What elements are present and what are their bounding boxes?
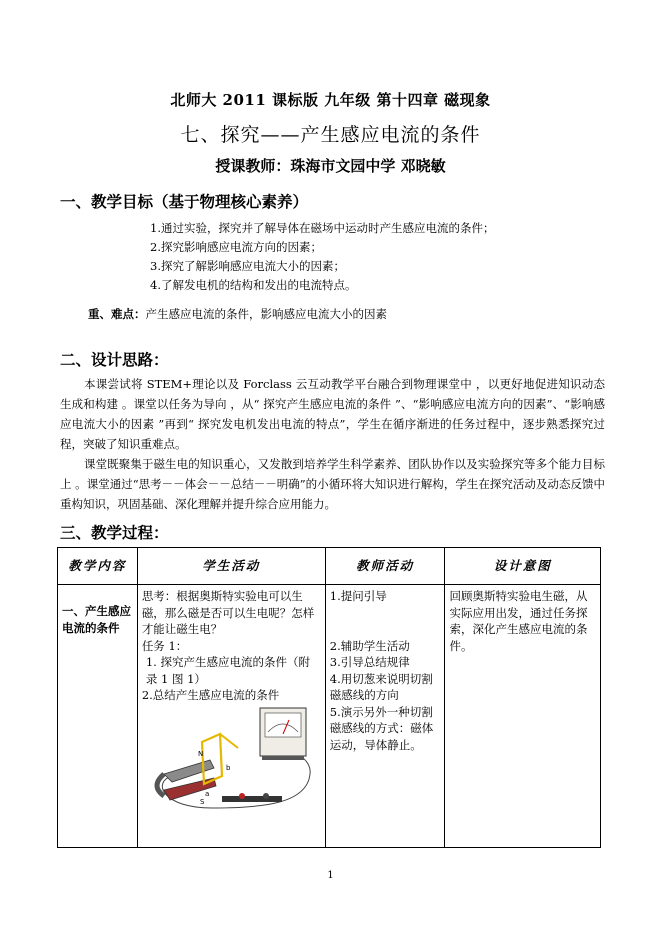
section1-heading: 一、教学目标（基于物理核心素养）	[60, 192, 309, 211]
figure-label-s: S	[199, 797, 205, 806]
figure-label-a: a	[204, 789, 210, 798]
column-header: 教学内容	[58, 548, 138, 585]
teaching-process-table	[57, 547, 601, 848]
page-number: 1	[327, 870, 334, 881]
column-header: 设计意图	[445, 548, 601, 585]
objectives-list	[150, 219, 494, 295]
teacher-text: 2.辅助学生活动	[329, 638, 410, 653]
document-header: 北师大 2011 课标版 九年级 第十四章 磁现象	[170, 91, 491, 109]
student-text: 思考：根据奥斯特实验电可以生磁，那么磁是否可以生电呢？怎样才能让磁生电？	[141, 589, 315, 636]
student-text: 2.总结产生感应电流的条件	[141, 688, 280, 702]
section3-heading: 三、教学过程：	[60, 523, 169, 542]
objective-item: 1.通过实验，探究并了解导体在磁场中运动时产生感应电流的条件；	[150, 221, 495, 235]
figure-label-b: b	[225, 763, 231, 772]
content-cell: 一、产生感应电流的条件	[58, 585, 138, 848]
design-intent-cell: 回顾奥斯特实验电生磁，从实际应用出发，通过任务探索，深化产生感应电流的条件。	[445, 585, 601, 848]
student-text: 任务 1：	[141, 638, 188, 653]
table-row	[58, 585, 601, 848]
teacher-text: 1.提问引导	[329, 589, 387, 603]
key-points-label: 重、难点：	[88, 307, 146, 321]
column-header: 学生活动	[137, 548, 325, 585]
objective-item: 4.了解发电机的结构和发出的电流特点。	[150, 278, 357, 292]
lesson-title: 七、探究——产生感应电流的条件	[180, 124, 481, 146]
student-activity-cell	[137, 585, 325, 848]
column-header: 教师活动	[325, 548, 445, 585]
figure-label-n: N	[197, 749, 204, 758]
key-points-text: 产生感应电流的条件，影响感应电流大小的因素	[145, 307, 387, 321]
teacher-text: 3.引导总结规律	[329, 655, 410, 669]
section2-heading: 二、设计思路：	[60, 350, 169, 369]
design-ideas	[60, 374, 605, 514]
teacher-line: 授课教师：珠海市文园中学 邓晓敏	[215, 157, 446, 175]
experiment-figure	[142, 704, 320, 816]
teacher-text: 4.用切葱来说明切割磁感线的方向	[329, 671, 433, 702]
teacher-activity-cell	[325, 585, 445, 848]
design-paragraph: 课堂既聚集于磁生电的知识重心，又发散到培养学生科学素养、团队协作以及实验探究等多个能力目标上 。课堂通过“思考－－体会－－总结－－明确”的小循环将大知识进行解构，学生在探究活动及动态反馈中重构知识，巩固基础、深化理解并提升综合应用能力。	[60, 457, 605, 511]
teacher-text: 5.演示另外一种切割磁感线的方式：磁体运动，导体静止。	[329, 704, 434, 752]
key-points	[88, 306, 387, 322]
design-paragraph: 本课尝试将 STEM+理论以及 Forclass 云互动教学平台融合到物理课堂中 ，以更好地促进知识动态生成和构建 。课堂以任务为导向 ，从“ 探究产生感应电流的条件 ”、“影响感应电流方向的因素”、“影响感应电流大小的因素 ”再到“ 探究发电机发出电流的特点”，学生在循序渐进的任务过程中，逐步熟悉探究过程，突破了知识重难点。	[60, 377, 605, 451]
student-text: 1. 探究产生感应电流的条件（附录 1 图 1）	[145, 655, 310, 686]
table-header-row	[58, 548, 601, 585]
objective-item: 3.探究了解影响感应电流大小的因素；	[150, 259, 345, 273]
objective-item: 2.探究影响感应电流方向的因素；	[150, 240, 322, 254]
